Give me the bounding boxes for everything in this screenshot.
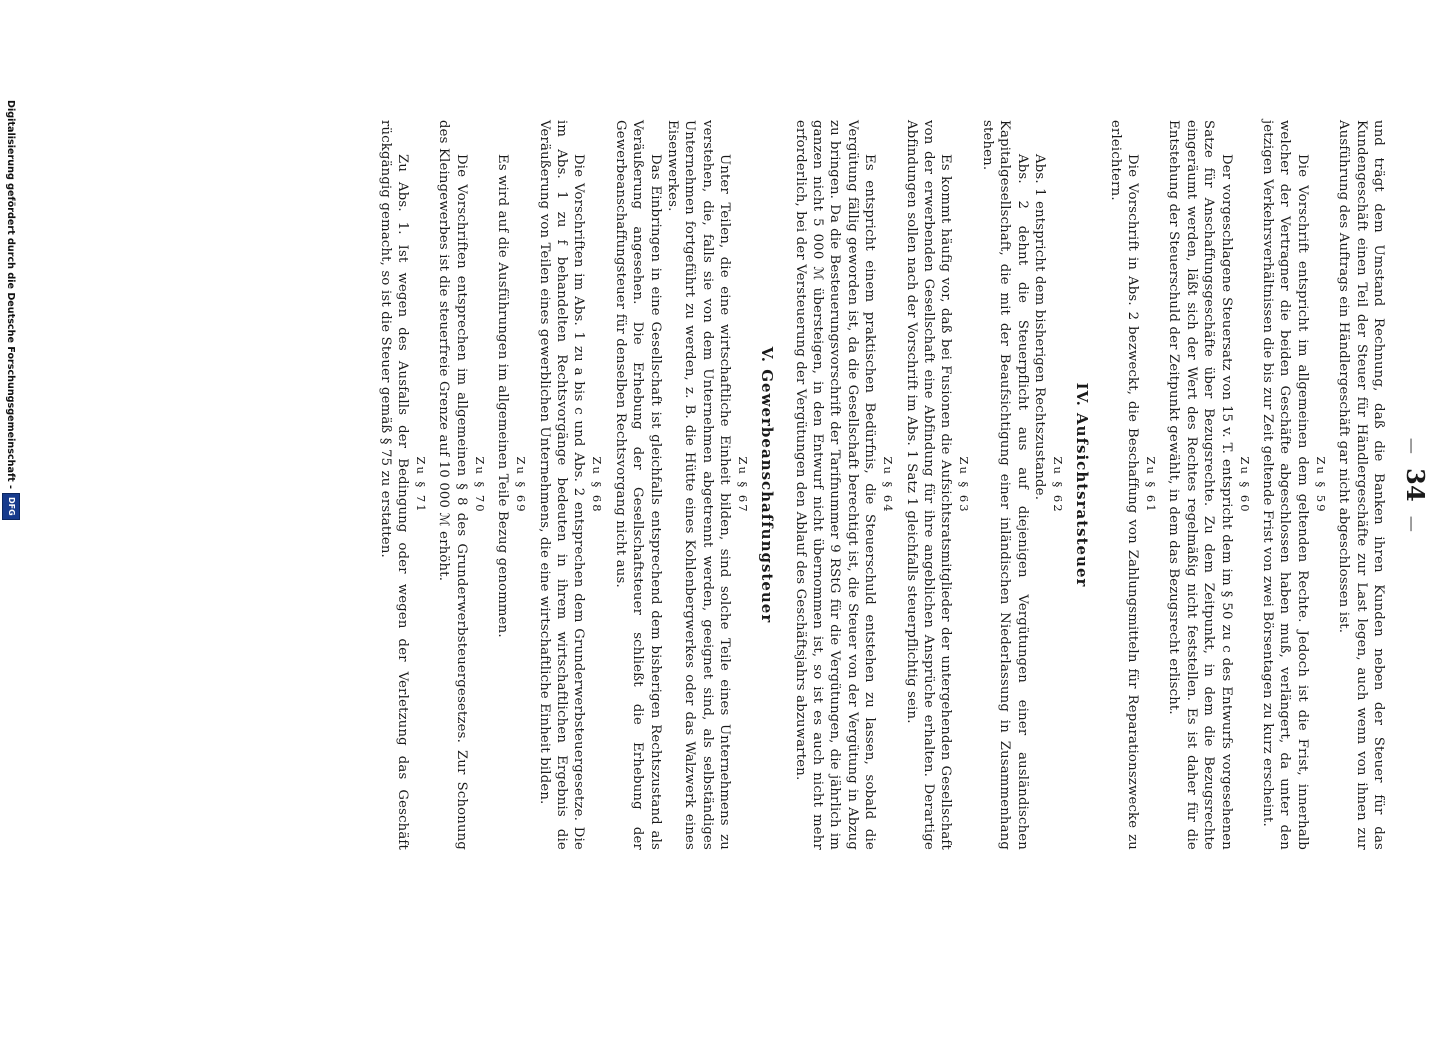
heading-section-63: Zu § 63 <box>957 456 972 514</box>
paragraph: und trägt dem Umstand Rechnung, daß die Banken ihren Kunden neben der Steuer für das Kundengeschäft einen Teil der Steuer für Händlergeschäfte zur Last legen, auch wenn von ihnen zur Ausführung des Auftrags ein Händlergeschäft gar nicht abgeschlossen ist. <box>1336 120 1386 850</box>
paragraph: Der vorgeschlagene Steuersatz von 15 v. T. entspricht dem im § 50 zu c des Entwurfs vorgesehenen Satze für Anschaffungsgeschäfte über Bezugsrechte. Zu dem Zeitpunkt, in dem die Bezugsrechte eingeräumt werden, läßt sich der Wert des Rechtes regelmäßig nicht feststellen. Es ist daher für die Entstehung der Steuerschuld der Zeitpunkt gewählt, in dem das Bezugsrecht erlischt. <box>1166 120 1234 850</box>
heading-section-69: Zu § 69 <box>514 456 529 514</box>
heading-section-64: Zu § 64 <box>881 456 896 514</box>
heading-section-60: Zu § 60 <box>1237 456 1252 514</box>
paragraph: Die Vorschrift entspricht im allgemeinen dem geltenden Rechte. Jedoch ist die Frist, innerhalb welcher der Vertragner die beiden Geschäfte abgeschlossen haben muß, verlängert, da unter den jetzigen Verkehrsverhältnissen die bis zur Zeit geltende Frist von zwei Börsentagen zu kurz erscheint. <box>1259 120 1310 850</box>
dfg-logo: DFG <box>2 493 20 520</box>
paragraph: Zu Abs. 1. Ist wegen des Ausfalls der Bedingung oder wegen der Verletzung das Geschäft rückgängig gemacht, so ist die Steuer gemäß § 75 zu erstatten. <box>377 120 410 850</box>
section-title-aufsichtsratsteuer: IV. Aufsichtsratsteuer <box>1073 382 1092 588</box>
heading-section-70: Zu § 70 <box>472 456 487 514</box>
paragraph: Es wird auf die Ausführungen im allgemeinen Teile Bezug genommen. <box>495 154 511 638</box>
paragraph: Es kommt häufig vor, daß bei Fusionen die Aufsichtsratsmitglieder der untergehenden Gesellschaft von der erwerbenden Gesellschaft eine Abfindung für ihre angeblichen Ansprüche erhalten. Derartige Abfindungen sollen nach der Vorschrift im Abs. 1 Satz 1 gleichfalls steuerpflichtig sein. <box>903 120 954 850</box>
page-number-dash-left: — <box>1403 437 1422 455</box>
digitization-credit <box>2 100 20 1060</box>
paragraph: Die Vorschrift in Abs. 2 bezweckt, die Beschaffung von Zahlungsmitteln für Reparationszwecke zu erleichtern. <box>1107 120 1140 850</box>
paragraph: Die Vorschriften im Abs. 1 zu a bis c und Abs. 2 entsprechen dem Grunderwerbsteuergesetze. Die im Abs. 1 zu f behandelten Rechtsvorgänge bedeuten in ihrem wirtschaftlichen Ergebnis die Veräußerung von Teilen eines gewerblichen Unternehmens, die eine wirtschaftliche Einheit bilden. <box>536 120 587 850</box>
heading-section-59: Zu § 59 <box>1313 456 1328 514</box>
page-content <box>376 120 1430 850</box>
section-title-gewerbeanschaffungsteuer: V. Gewerbeanschaffungsteuer <box>758 346 777 624</box>
heading-section-62: Zu § 62 <box>1051 456 1066 514</box>
paragraph: Das Einbringen in eine Gesellschaft ist gleichfalls entsprechend dem bisherigen Rechtszustand als Veräußerung angesehen. Die Erhebung der Gesellschaftsteuer schließt die Erhebung der Gewerbeanschaffungsteuer für denselben Rechtsvorgang nicht aus. <box>612 120 663 850</box>
paragraph: Unter Teilen, die eine wirtschaftliche Einheit bilden, sind solche Teile eines Unternehmens zu verstehen, die, falls sie von dem Unternehmen abgetrennt werden, geeignet sind, als selbständiges Unternehmen fortgeführt zu werden, z. B. die Hütte eines Kohlenbergwerkes oder das Walzwerk eines Eisenwerkes. <box>665 120 733 850</box>
paragraph: Abs. 1 entspricht dem bisherigen Rechtszustande. <box>1032 154 1048 501</box>
digitization-credit-text: Digitalisierung gefördert durch die Deutsche Forschungsgemeinschaft - <box>5 100 16 490</box>
page-number <box>1397 120 1430 850</box>
paragraph: Die Vorschriften entsprechen im allgemeinen § 8 des Grunderwerbsteuergesetzes. Zur Schonung des Kleingewerbes ist die steuerfreie Grenze auf 10 000 ℳ erhöht. <box>436 120 469 850</box>
heading-section-67: Zu § 67 <box>736 456 751 514</box>
paragraph: Abs. 2 dehnt die Steuerpflicht aus auf diejenigen Vergütungen einer ausländischen Kapitalgesellschaft, die mit der Beaufsichtigung einer inländischen Niederlassung in Zusammenhang stehen. <box>979 120 1030 850</box>
page-number-dash-right: — <box>1403 515 1422 533</box>
paragraph: Es entspricht einem praktischen Bedürfnis, die Steuerschuld entstehen zu lassen, sobald die Vergütung fällig geworden ist, da die Gesellschaft berechtigt ist, die Steuer von der Vergütung in Abzug zu bringen. Da die Besteuerungsvorschrift der Tarifnummer 9 RStG für die Vergütungen, die jährlich im ganzen nicht 5 000 ℳ übersteigen, in den Entwurf nicht übernommen ist, so ist es auch nicht mehr erforderlich, bei der Versteuerung der Vergütungen den Ablauf des Geschäftsjahrs abzuwarten. <box>792 120 878 850</box>
heading-section-61: Zu § 61 <box>1143 456 1158 514</box>
heading-section-71: Zu § 71 <box>413 456 428 514</box>
page-number-value: 34 <box>1401 468 1430 502</box>
heading-section-68: Zu § 68 <box>590 456 605 514</box>
